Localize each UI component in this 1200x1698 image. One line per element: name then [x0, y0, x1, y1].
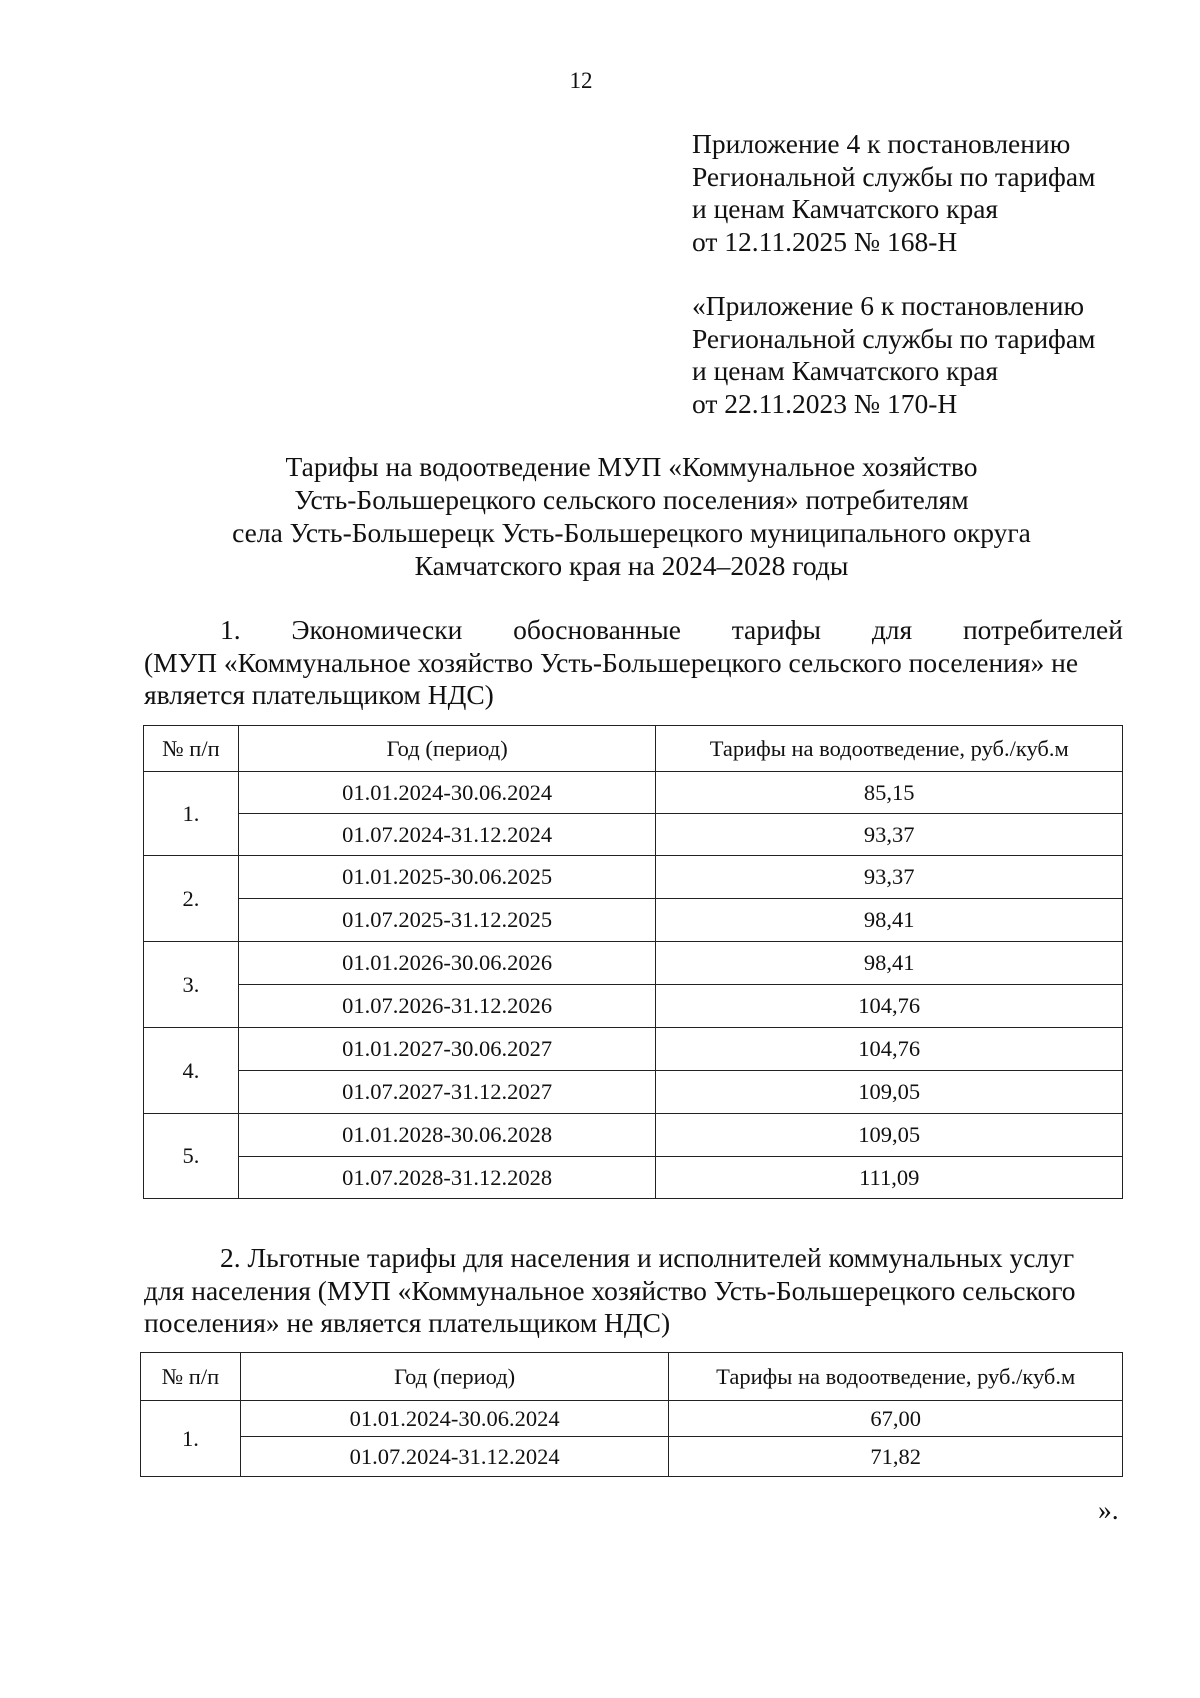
row-number: 3.	[144, 942, 239, 1028]
tariff-cell: 109,05	[656, 1114, 1123, 1157]
table-row	[141, 1437, 1123, 1477]
section-2-line-3: поселения» не является плательщиком НДС)	[144, 1307, 671, 1338]
section-1-line-3: является плательщиком НДС)	[144, 679, 494, 710]
table-row	[141, 1401, 1123, 1437]
table-header-row	[141, 1353, 1123, 1401]
table-row	[144, 772, 1123, 814]
period-cell: 01.01.2027-30.06.2027	[238, 1028, 656, 1071]
tariff-cell: 71,82	[669, 1437, 1123, 1477]
tariff-cell: 93,37	[656, 814, 1123, 856]
word: для	[871, 614, 913, 645]
tariff-cell: 85,15	[656, 772, 1123, 814]
row-number: 2.	[144, 856, 239, 942]
period-cell: 01.07.2026-31.12.2026	[238, 985, 656, 1028]
header-tariff: Тарифы на водоотведение, руб./куб.м	[669, 1353, 1123, 1401]
table-row	[144, 899, 1123, 942]
table-row	[144, 942, 1123, 985]
row-number: 1.	[144, 772, 239, 856]
appendix-original-header	[692, 290, 1095, 420]
section-1-line-1	[144, 614, 1123, 647]
table-header-row	[144, 726, 1123, 772]
appendix-line: Региональной службы по тарифам	[692, 160, 1096, 192]
period-cell: 01.01.2028-30.06.2028	[238, 1114, 656, 1157]
table-row	[144, 1071, 1123, 1114]
section-2-heading	[144, 1242, 1123, 1340]
appendix-current-header	[692, 128, 1095, 258]
title-line: Камчатского края на 2024–2028 годы	[414, 550, 849, 581]
header-tariff: Тарифы на водоотведение, руб./куб.м	[656, 726, 1123, 772]
table-row	[144, 1157, 1123, 1199]
document-title	[130, 450, 1133, 582]
appendix-line: «Приложение 6 к постановлению	[692, 290, 1084, 321]
period-cell: 01.07.2027-31.12.2027	[238, 1071, 656, 1114]
header-period: Год (период)	[238, 726, 656, 772]
appendix-line: и ценам Камчатского края	[692, 193, 999, 224]
row-number: 1.	[141, 1401, 241, 1477]
word: 1.	[220, 614, 241, 645]
appendix-line: Региональной службы по тарифам	[692, 322, 1096, 354]
table-row	[144, 1114, 1123, 1157]
title-line: Усть-Большерецкого сельского поселения» потребителям	[294, 484, 969, 515]
tariff-cell: 67,00	[669, 1401, 1123, 1437]
tariff-cell: 104,76	[656, 1028, 1123, 1071]
title-line: Тарифы на водоотведение МУП «Коммунальное хозяйство	[285, 451, 978, 482]
tariff-cell: 98,41	[656, 899, 1123, 942]
appendix-line: и ценам Камчатского края	[692, 355, 999, 386]
row-number: 5.	[144, 1114, 239, 1199]
period-cell: 01.07.2028-31.12.2028	[238, 1157, 656, 1199]
section-1-line-2: (МУП «Коммунальное хозяйство Усть-Большерецкого сельского поселения» не	[144, 646, 1079, 678]
period-cell: 01.07.2024-31.12.2024	[240, 1437, 669, 1477]
period-cell: 01.01.2024-30.06.2024	[240, 1401, 669, 1437]
economic-tariffs-table	[143, 725, 1123, 1199]
tariff-cell: 93,37	[656, 856, 1123, 899]
word: тарифы	[731, 614, 822, 645]
word: обоснованные	[513, 614, 681, 645]
appendix-line: Приложение 4 к постановлению	[692, 128, 1071, 159]
appendix-line: от 12.11.2025 № 168-Н	[692, 225, 958, 257]
period-cell: 01.07.2024-31.12.2024	[238, 814, 656, 856]
header-num: № п/п	[144, 726, 239, 772]
period-cell: 01.07.2025-31.12.2025	[238, 899, 656, 942]
appendix-line: от 22.11.2023 № 170-Н	[692, 387, 958, 419]
preferential-tariffs-table	[140, 1352, 1123, 1477]
period-cell: 01.01.2024-30.06.2024	[238, 772, 656, 814]
table-row	[144, 985, 1123, 1028]
section-2-line-2: для населения (МУП «Коммунальное хозяйство Усть-Большерецкого сельского	[144, 1274, 1076, 1306]
title-line: села Усть-Большерецк Усть-Большерецкого муниципального округа	[232, 517, 1031, 548]
tariff-cell: 98,41	[656, 942, 1123, 985]
section-1-heading	[144, 614, 1123, 712]
tariff-cell: 104,76	[656, 985, 1123, 1028]
table-row	[144, 856, 1123, 899]
row-number: 4.	[144, 1028, 239, 1114]
header-num: № п/п	[141, 1353, 241, 1401]
tariff-cell: 109,05	[656, 1071, 1123, 1114]
table-row	[144, 814, 1123, 856]
tariff-cell: 111,09	[656, 1157, 1123, 1199]
period-cell: 01.01.2026-30.06.2026	[238, 942, 656, 985]
word: потребителей	[962, 614, 1123, 645]
section-2-line-1: 2. Льготные тарифы для населения и исполнителей коммунальных услуг	[220, 1242, 1075, 1273]
word: Экономически	[291, 614, 463, 645]
period-cell: 01.01.2025-30.06.2025	[238, 856, 656, 899]
table-row	[144, 1028, 1123, 1071]
closing-quote-mark: ».	[1098, 1494, 1119, 1525]
header-period: Год (период)	[240, 1353, 669, 1401]
page-number: 12	[569, 68, 593, 93]
